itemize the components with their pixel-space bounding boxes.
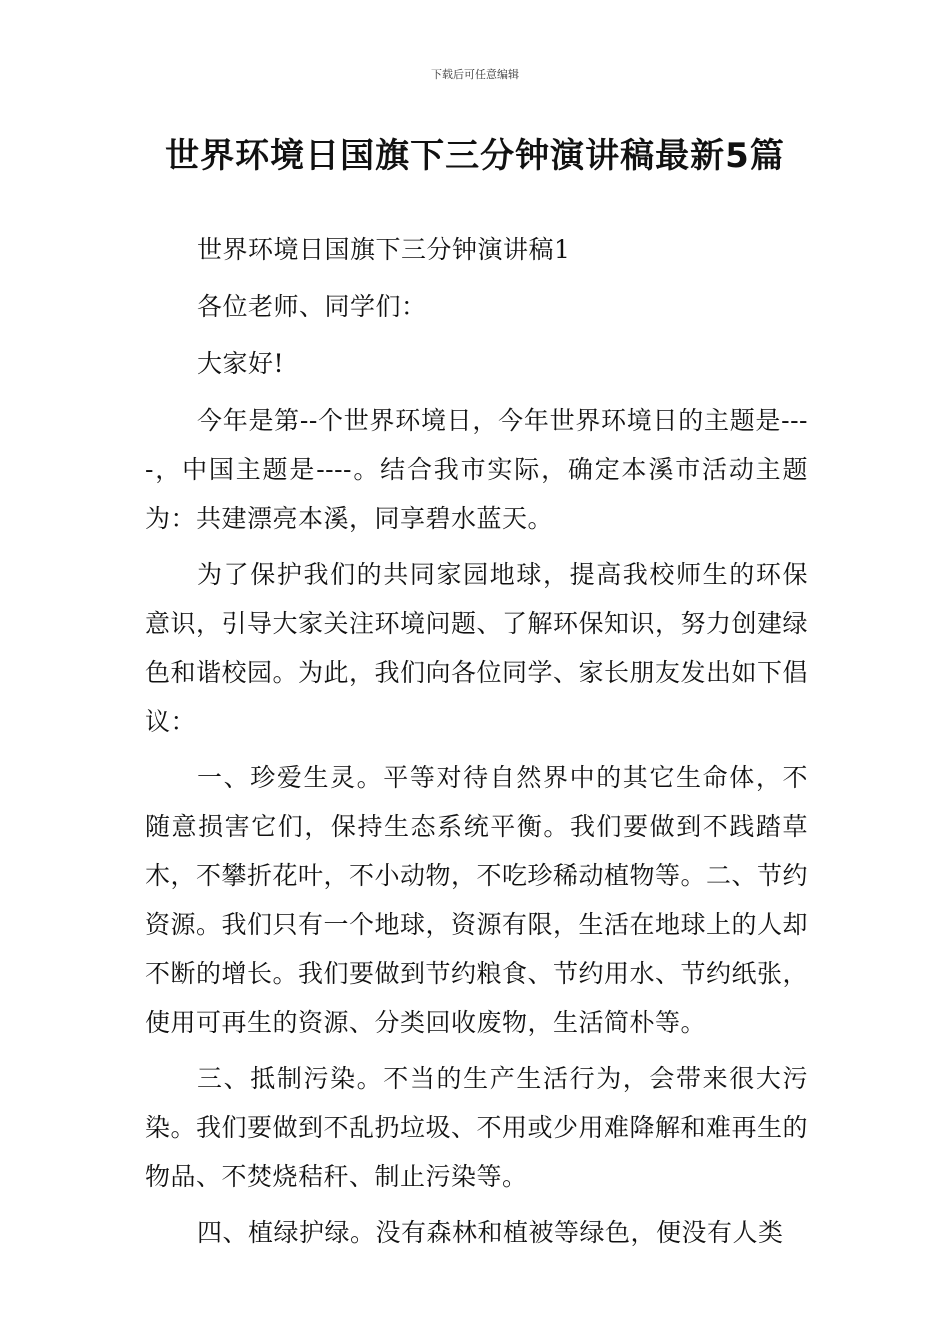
speech-heading: 世界环境日国旗下三分钟演讲稿1 [197,235,571,264]
greeting: 大家好! [197,349,285,378]
paragraph-plant-green: 四、植绿护绿。没有森林和植被等绿色，便没有人类 [197,1218,784,1247]
paragraph-cherish-life: 一、珍爱生灵。平等对待自然界中的其它生命体，不随意损害它们，保持生态系统平衡。我们要做到不践踏草木，不攀折花叶，不小动物，不吃珍稀动植物等。二、节约资源。我们只有一个地球，资源有限，生活在地球上的人却不断的增长。我们要做到节约粮食、节约用水、节约纸张，使用可再生的资源、分类回收废物，生活简朴等。 [145,763,809,1037]
page-header-note: 下载后可任意编辑 [431,68,519,81]
paragraph-resist-pollution: 三、抵制污染。不当的生产生活行为，会带来很大污染。我们要做到不乱扔垃圾、不用或少用难降解和难再生的物品、不焚烧秸秆、制止污染等。 [145,1064,809,1191]
document-title: 世界环境日国旗下三分钟演讲稿最新5篇 [165,136,785,176]
salutation: 各位老师、同学们： [197,292,427,321]
paragraph-theme: 今年是第--个世界环境日，今年世界环境日的主题是----，中国主题是----。结合我市实际，确定本溪市活动主题为：共建漂亮本溪，同享碧水蓝天。 [145,406,808,533]
document-body [145,225,808,1264]
paragraph-proposal: 为了保护我们的共同家园地球，提高我校师生的环保意识，引导大家关注环境问题、了解环保知识，努力创建绿色和谐校园。为此，我们向各位同学、家长朋友发出如下倡议： [145,560,809,736]
